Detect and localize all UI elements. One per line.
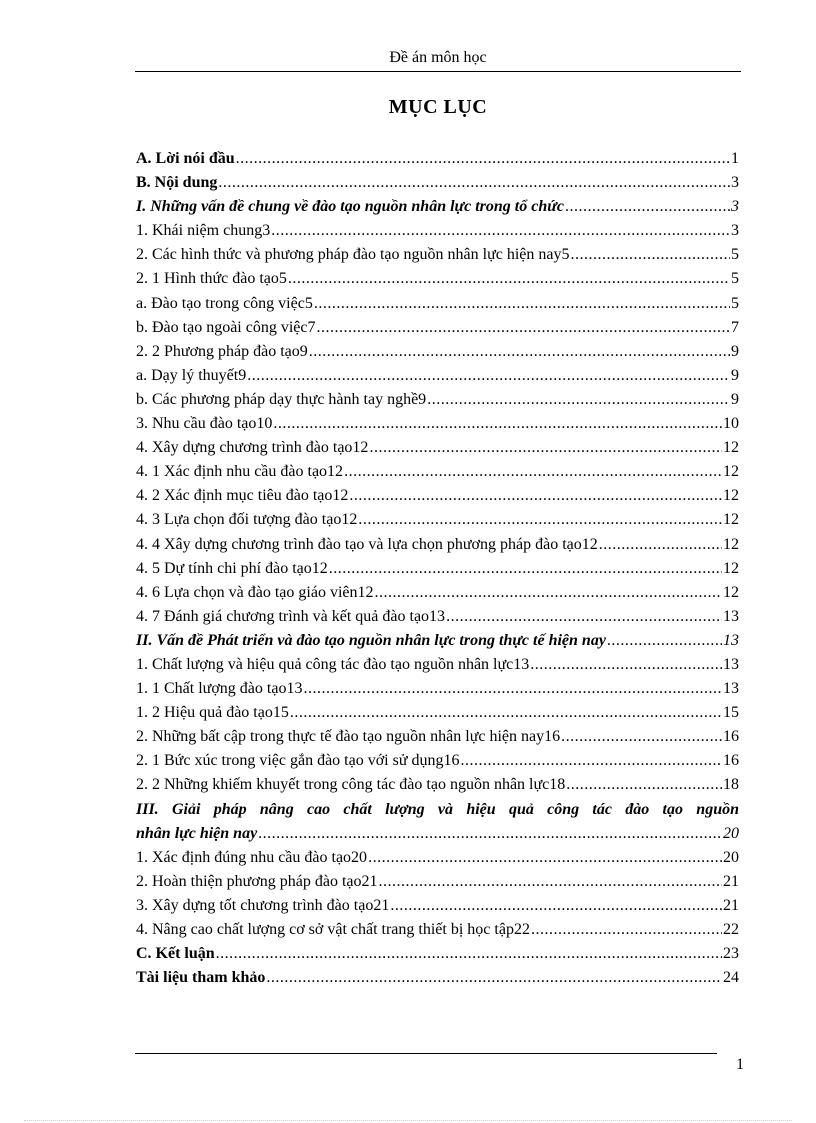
toc-page-number: 9 — [731, 342, 739, 360]
toc-entry-text: 4. 5 Dự tính chi phí đào tạo12 — [136, 559, 328, 577]
toc-entry-text: 2. Hoàn thiện phương pháp đào tạo21 — [136, 872, 378, 890]
toc-entry[interactable] — [136, 632, 739, 656]
toc-entry-text: 1. Chất lượng và hiệu quả công tác đào tạo nguồn nhân lực13 — [136, 655, 530, 673]
toc-entry[interactable] — [136, 439, 739, 463]
toc-entry-text: Tài liệu tham khảo — [136, 969, 266, 987]
toc-entry-text: B. Nội dung — [136, 174, 218, 192]
toc-entry-text: 4. 3 Lựa chọn đối tượng đào tạo12 — [136, 511, 358, 529]
toc-page-number: 13 — [723, 680, 739, 698]
toc-entry[interactable] — [136, 270, 739, 294]
toc-entries-part1 — [136, 150, 739, 801]
toc-entry[interactable] — [136, 391, 739, 415]
toc-page-number: 3 — [731, 222, 739, 240]
toc-entry[interactable] — [136, 680, 739, 704]
toc-leader-dots — [375, 584, 723, 602]
toc-entry-text: C. Kết luận — [136, 945, 215, 963]
toc-leader-dots — [258, 825, 722, 843]
toc-leader-dots — [344, 463, 722, 481]
toc-entry[interactable] — [136, 511, 739, 535]
toc-entry[interactable] — [136, 656, 739, 680]
toc-entry[interactable] — [136, 752, 739, 776]
toc-entry-text: a. Đào tạo trong công việc5 — [136, 294, 313, 312]
toc-entry[interactable] — [136, 584, 739, 608]
toc-entry[interactable] — [136, 222, 739, 246]
toc-entry-text: III. Giải pháp nâng cao chất lượng và hiệu quả công tác đào tạo nguồn — [136, 800, 739, 818]
toc-leader-dots — [273, 415, 722, 433]
toc-page-number: 18 — [723, 776, 739, 794]
toc-entry-text: 1. Xác định đúng nhu cầu đào tạo20 — [136, 848, 368, 866]
toc-entry[interactable] — [136, 150, 739, 174]
toc-page-number: 10 — [723, 415, 739, 433]
toc-leader-dots — [329, 560, 722, 578]
page-number: 1 — [736, 1056, 744, 1073]
toc-page-number: 12 — [723, 511, 739, 529]
toc-entry[interactable] — [136, 487, 739, 511]
toc-entry[interactable] — [136, 969, 739, 993]
toc-page-number: 5 — [731, 270, 739, 288]
toc-page-number: 9 — [731, 366, 739, 384]
toc-leader-dots — [266, 969, 722, 987]
toc-entry[interactable] — [136, 873, 739, 897]
toc-leader-dots — [530, 656, 722, 674]
toc-entry[interactable] — [136, 343, 739, 367]
toc-page-number: 24 — [723, 969, 739, 987]
toc-leader-dots — [288, 270, 730, 288]
toc-entry-text: 1. Khái niệm chung3 — [136, 222, 271, 240]
toc-entry[interactable] — [136, 319, 739, 343]
toc-page-number: 12 — [723, 535, 739, 553]
toc-entry[interactable] — [136, 776, 739, 800]
toc-entry-text: A. Lời nói đầu — [136, 150, 235, 167]
toc-entry-text: b. Đào tạo ngoài công việc7 — [136, 318, 316, 336]
toc-entry-text: 2. 2 Những khiếm khuyết trong công tác đào tạo nguồn nhân lực18 — [136, 776, 566, 794]
toc-page-number: 16 — [723, 752, 739, 770]
toc-page-number: 15 — [723, 704, 739, 722]
toc-leader-dots — [566, 776, 722, 794]
toc-entry[interactable] — [136, 463, 739, 487]
toc-leader-dots — [461, 752, 722, 770]
toc-entry-text: 2. Các hình thức và phương pháp đào tạo nguồn nhân lực hiện nay5 — [136, 246, 570, 264]
footer-rule — [135, 1053, 717, 1054]
toc-leader-dots — [303, 680, 722, 698]
toc-page-number: 20 — [723, 824, 739, 842]
toc-entry-text: 4. 1 Xác định nhu cầu đào tạo12 — [136, 463, 344, 481]
toc-entry[interactable] — [136, 536, 739, 560]
toc-page-number: 13 — [723, 631, 739, 649]
toc-leader-dots — [218, 174, 730, 192]
toc-entry-text: 2. 1 Bức xúc trong việc gắn đào tạo với sử dụng16 — [136, 752, 460, 770]
toc-entry-text: nhân lực hiện nay — [136, 824, 258, 842]
toc-page-number: 3 — [731, 198, 739, 216]
header-rule — [135, 71, 741, 72]
toc-entry-text: 4. Xây dựng chương trình đào tạo12 — [136, 439, 369, 457]
toc-leader-dots — [271, 222, 730, 240]
toc-entry[interactable] — [136, 945, 739, 969]
toc-page-number: 5 — [731, 294, 739, 312]
toc-leader-dots — [599, 536, 722, 554]
toc-entry-text: a. Dạy lý thuyết9 — [136, 366, 247, 384]
toc-entry-text: 2. 2 Phương pháp đào tạo9 — [136, 342, 308, 360]
toc-leader-dots — [379, 873, 722, 891]
toc-entry-text: 4. 4 Xây dựng chương trình đào tạo và lựa chọn phương pháp đào tạo12 — [136, 535, 598, 553]
toc-page-number: 16 — [723, 728, 739, 746]
toc-leader-dots — [309, 343, 730, 361]
toc-entry — [136, 825, 739, 849]
toc-entry-text: b. Các phương pháp dạy thực hành tay nghề9 — [136, 390, 427, 408]
toc-page-number: 5 — [731, 246, 739, 264]
toc-entry-text: 2. Những bất cập trong thực tế đào tạo nguồn nhân lực hiện nay16 — [136, 728, 561, 746]
toc-entry[interactable] — [136, 198, 739, 222]
toc-page-number: 9 — [731, 390, 739, 408]
toc-leader-dots — [565, 198, 730, 216]
toc-entry[interactable] — [136, 560, 739, 584]
page-edge-dotted-line — [24, 1120, 792, 1121]
toc-page-number: 3 — [731, 174, 739, 192]
toc-page-number: 12 — [723, 463, 739, 481]
toc-entry[interactable] — [136, 704, 739, 728]
toc-entries-part2 — [136, 849, 739, 994]
toc-page-number: 12 — [723, 439, 739, 457]
toc-entry[interactable] — [136, 608, 739, 632]
toc-leader-dots — [247, 367, 730, 385]
toc-page-number: 22 — [723, 921, 739, 938]
toc-leader-dots — [290, 704, 722, 722]
toc-entry-text: I. Những vấn đề chung về đào tạo nguồn nhân lực trong tổ chức — [136, 198, 564, 216]
toc-leader-dots — [368, 849, 722, 867]
toc-entry-text: 4. 2 Xác định mục tiêu đào tạo12 — [136, 487, 349, 505]
toc-page-number: 12 — [723, 487, 739, 505]
toc-entry-text: 2. 1 Hình thức đào tạo5 — [136, 270, 287, 288]
toc-leader-dots — [390, 897, 722, 915]
toc-page-number: 13 — [723, 607, 739, 625]
toc-leader-dots — [358, 511, 722, 529]
toc-leader-dots — [216, 945, 722, 963]
toc-entry[interactable] — [136, 415, 739, 439]
toc-entry-text: 1. 2 Hiệu quả đào tạo15 — [136, 704, 289, 722]
toc-leader-dots — [531, 921, 722, 939]
toc-leader-dots — [317, 319, 731, 337]
toc-page-number: 12 — [723, 559, 739, 577]
toc-leader-dots — [571, 246, 731, 264]
toc-entry[interactable] — [136, 897, 739, 921]
toc-leader-dots — [561, 728, 722, 746]
toc-page-number: 1 — [731, 150, 739, 167]
toc-leader-dots — [314, 295, 730, 313]
toc-leader-dots — [236, 150, 730, 168]
toc-page-number: 12 — [723, 583, 739, 601]
toc-page-number: 23 — [723, 945, 739, 963]
table-of-contents — [136, 150, 739, 993]
toc-entry-text: 4. 7 Đánh giá chương trình và kết quả đào tạo13 — [136, 607, 446, 625]
toc-entry-text: 4. Nâng cao chất lượng cơ sở vật chất trang thiết bị học tập22 — [136, 921, 530, 938]
toc-section-3[interactable] — [136, 801, 739, 849]
toc-page-number: 21 — [723, 896, 739, 914]
toc-page-number: 13 — [723, 655, 739, 673]
toc-entry[interactable] — [136, 921, 739, 945]
toc-page-number: 21 — [723, 872, 739, 890]
toc-entry[interactable] — [136, 367, 739, 391]
toc-entry[interactable] — [136, 174, 739, 198]
toc-leader-dots — [446, 608, 722, 626]
toc-leader-dots — [427, 391, 730, 409]
toc-leader-dots — [369, 439, 722, 457]
toc-entry[interactable] — [136, 728, 739, 752]
toc-page-number: 20 — [723, 848, 739, 866]
toc-entry-text: II. Vấn đề Phát triển và đào tạo nguồn nhân lực trong thực tế hiện nay — [136, 631, 606, 649]
running-header: Đề án môn học — [389, 49, 487, 66]
toc-page-number: 7 — [731, 318, 739, 336]
toc-entry-text: 3. Nhu cầu đào tạo10 — [136, 415, 273, 433]
toc-entry[interactable] — [136, 849, 739, 873]
toc-entry[interactable] — [136, 295, 739, 319]
toc-entry-text: 1. 1 Chất lượng đào tạo13 — [136, 680, 303, 698]
toc-leader-dots — [349, 487, 722, 505]
toc-entry-text: 4. 6 Lựa chọn và đào tạo giáo viên12 — [136, 583, 374, 601]
toc-leader-dots — [607, 632, 722, 650]
toc-entry-text: 3. Xây dựng tốt chương trình đào tạo21 — [136, 896, 390, 914]
toc-entry[interactable] — [136, 246, 739, 270]
toc-title: MỤC LỤC — [388, 96, 488, 118]
